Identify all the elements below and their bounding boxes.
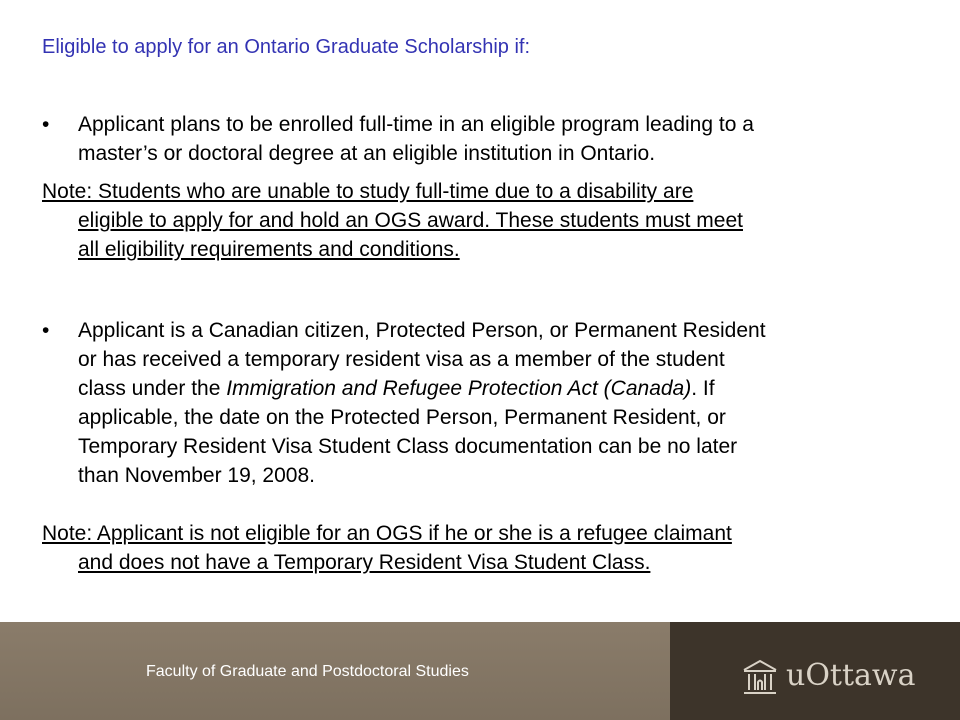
slide-heading: Eligible to apply for an Ontario Graduate Scholarship if: <box>42 36 531 58</box>
note-disability <box>42 177 743 264</box>
bullet-text-line: Temporary Resident Visa Student Class documentation can be no later <box>78 435 738 458</box>
faculty-name: Faculty of Graduate and Postdoctoral Studies <box>146 663 469 680</box>
text-run: class under the <box>78 377 227 400</box>
bullet-text-line: than November 19, 2008. <box>78 464 315 487</box>
bullet-text-line <box>78 374 766 403</box>
bullet-text-line: master’s or doctoral degree at an eligible institution in Ontario. <box>78 142 656 165</box>
note-line: eligible to apply for and hold an OGS award. These students must meet <box>78 209 743 232</box>
uottawa-logo <box>742 656 922 700</box>
text-run: . If <box>691 377 715 400</box>
note-line: and does not have a Temporary Resident Visa Student Class. <box>78 551 651 574</box>
bullet-text <box>78 316 766 490</box>
bullet-marker: • <box>42 113 50 136</box>
logo-wordmark: uOttawa <box>786 658 916 693</box>
bullet-text-line: applicable, the date on the Protected Person, Permanent Resident, or <box>78 406 726 429</box>
note-refugee <box>42 519 732 577</box>
university-building-icon <box>742 658 778 696</box>
bullet-text-line: or has received a temporary resident visa as a member of the student <box>78 348 725 371</box>
footer-left-panel <box>0 622 670 720</box>
bullet-marker: • <box>42 319 50 342</box>
bullet-text-line: Applicant is a Canadian citizen, Protected Person, or Permanent Resident <box>78 319 766 342</box>
act-title: Immigration and Refugee Protection Act (Canada) <box>226 377 692 400</box>
note-line: all eligibility requirements and conditions. <box>78 238 460 261</box>
note-line: Note: Students who are unable to study full-time due to a disability are <box>42 180 694 203</box>
note-line: Note: Applicant is not eligible for an OGS if he or she is a refugee claimant <box>42 522 732 545</box>
bullet-text <box>78 110 754 168</box>
bullet-text-line: Applicant plans to be enrolled full-time in an eligible program leading to a <box>78 113 754 136</box>
